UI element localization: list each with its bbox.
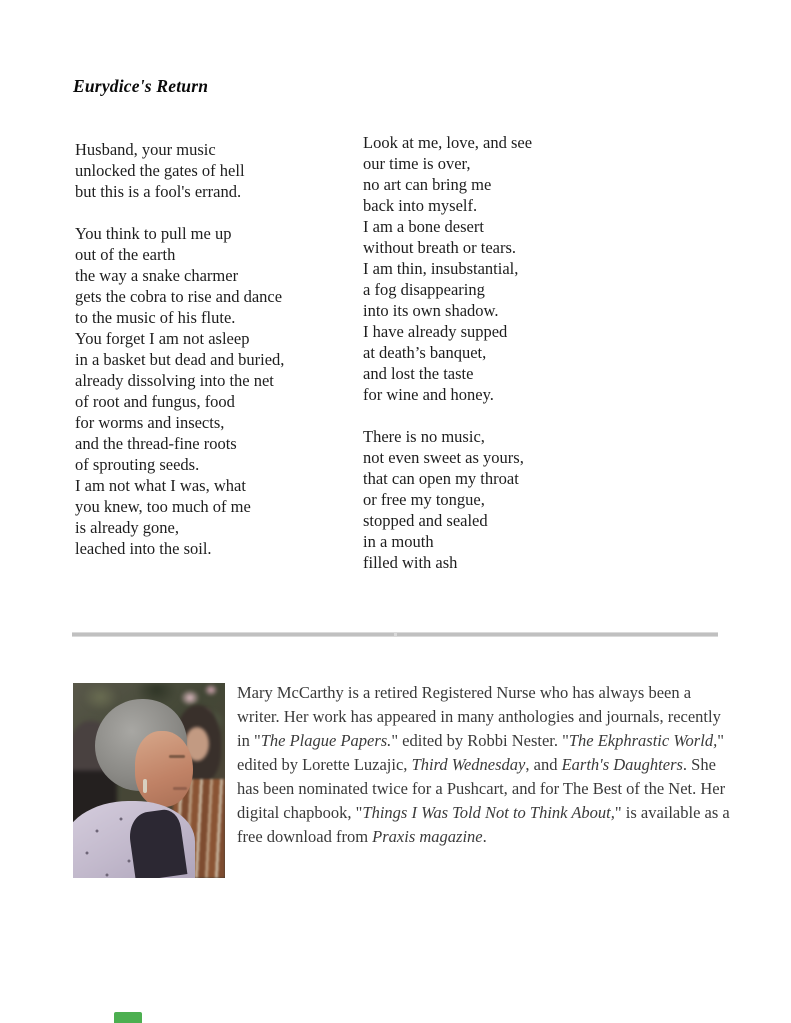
poem-line: of root and fungus, food bbox=[75, 392, 235, 411]
poem-line: that can open my throat bbox=[363, 469, 519, 488]
poem-line: out of the earth bbox=[75, 245, 176, 264]
poem-line: you knew, too much of me bbox=[75, 497, 251, 516]
poem-line: I have already supped bbox=[363, 322, 508, 341]
poem-line: I am a bone desert bbox=[363, 217, 484, 236]
poem-line: unlocked the gates of hell bbox=[75, 161, 245, 180]
poem-line: You think to pull me up bbox=[75, 224, 232, 243]
poem-line: leached into the soil. bbox=[75, 539, 212, 558]
author-bio bbox=[237, 681, 734, 849]
partial-green-badge bbox=[114, 1012, 142, 1023]
poem-stanza bbox=[75, 223, 284, 559]
author-photo bbox=[73, 683, 225, 878]
poem-line: I am thin, insubstantial, bbox=[363, 259, 519, 278]
bio-text-segment: Third Wednesday bbox=[411, 755, 526, 774]
poem-line: gets the cobra to rise and dance bbox=[75, 287, 283, 306]
bio-text-segment: " edited by Lorette Luzajic, bbox=[237, 731, 724, 774]
bio-text-segment: The Plague Papers. bbox=[260, 731, 392, 750]
horizontal-divider bbox=[72, 632, 718, 637]
poem-line: stopped and sealed bbox=[363, 511, 488, 530]
poem-line: There is no music, bbox=[363, 427, 485, 446]
poem-line: for worms and insects, bbox=[75, 413, 225, 432]
poem-line: and the thread-fine roots bbox=[75, 434, 237, 453]
poem-line: a fog disappearing bbox=[363, 280, 485, 299]
poem-title: Eurydice's Return bbox=[73, 76, 209, 96]
poem-line: no art can bring me bbox=[363, 175, 492, 194]
poem-line: into its own shadow. bbox=[363, 301, 499, 320]
poem-line: filled with ash bbox=[363, 553, 458, 572]
poem-column-left bbox=[75, 139, 284, 580]
poem-line: is already gone, bbox=[75, 518, 180, 537]
bio-text-segment: Mary McCarthy is a retired Registered Nurse who has always been a writer. Her work has appeared in many anthologies and journals, recently in " bbox=[237, 683, 721, 750]
poem-line: Husband, your music bbox=[75, 140, 216, 159]
bio-text-segment: The Ekphrastic World, bbox=[568, 731, 718, 750]
poem-line: of sprouting seeds. bbox=[75, 455, 200, 474]
bio-text-segment: " is available as a free download from bbox=[237, 803, 730, 846]
poem-line: I am not what I was, what bbox=[75, 476, 246, 495]
bio-text-segment: Praxis magazine bbox=[372, 827, 483, 846]
poem-line: or free my tongue, bbox=[363, 490, 485, 509]
bio-text-segment: . bbox=[482, 827, 487, 846]
poem-line: our time is over, bbox=[363, 154, 471, 173]
bio-text-segment: Earth's Daughters bbox=[561, 755, 683, 774]
poem-stanza bbox=[75, 139, 284, 202]
poem-line: You forget I am not asleep bbox=[75, 329, 250, 348]
photo-woman-eyebrow bbox=[169, 755, 185, 758]
poem-line: and lost the taste bbox=[363, 364, 474, 383]
poem-line: but this is a fool's errand. bbox=[75, 182, 242, 201]
poem-line: back into myself. bbox=[363, 196, 478, 215]
photo-woman-mouth bbox=[173, 787, 187, 790]
photo-woman-face bbox=[135, 731, 193, 807]
divider-seam bbox=[394, 632, 397, 637]
poem-line: already dissolving into the net bbox=[75, 371, 274, 390]
poem-stanza bbox=[363, 426, 532, 573]
poem-line: in a basket but dead and buried, bbox=[75, 350, 285, 369]
poem-line: in a mouth bbox=[363, 532, 434, 551]
bio-text-segment: , and bbox=[525, 755, 562, 774]
bio-text-segment: . She has been nominated twice for a Pushcart, and for The Best of the Net. Her digital chapbook, " bbox=[237, 755, 726, 822]
poem-line: without breath or tears. bbox=[363, 238, 517, 257]
poem-line: at death’s banquet, bbox=[363, 343, 487, 362]
photo-woman-earring bbox=[143, 779, 147, 793]
poem-stanza bbox=[363, 132, 532, 405]
poem-line: Look at me, love, and see bbox=[363, 133, 533, 152]
poem-line: to the music of his flute. bbox=[75, 308, 236, 327]
poem-line: the way a snake charmer bbox=[75, 266, 239, 285]
poem-column-right bbox=[363, 132, 532, 594]
bio-text-segment: " edited by Robbi Nester. " bbox=[391, 731, 569, 750]
poem-line: for wine and honey. bbox=[363, 385, 494, 404]
poem-line: not even sweet as yours, bbox=[363, 448, 524, 467]
bio-text-segment: Things I Was Told Not to Think About, bbox=[362, 803, 615, 822]
